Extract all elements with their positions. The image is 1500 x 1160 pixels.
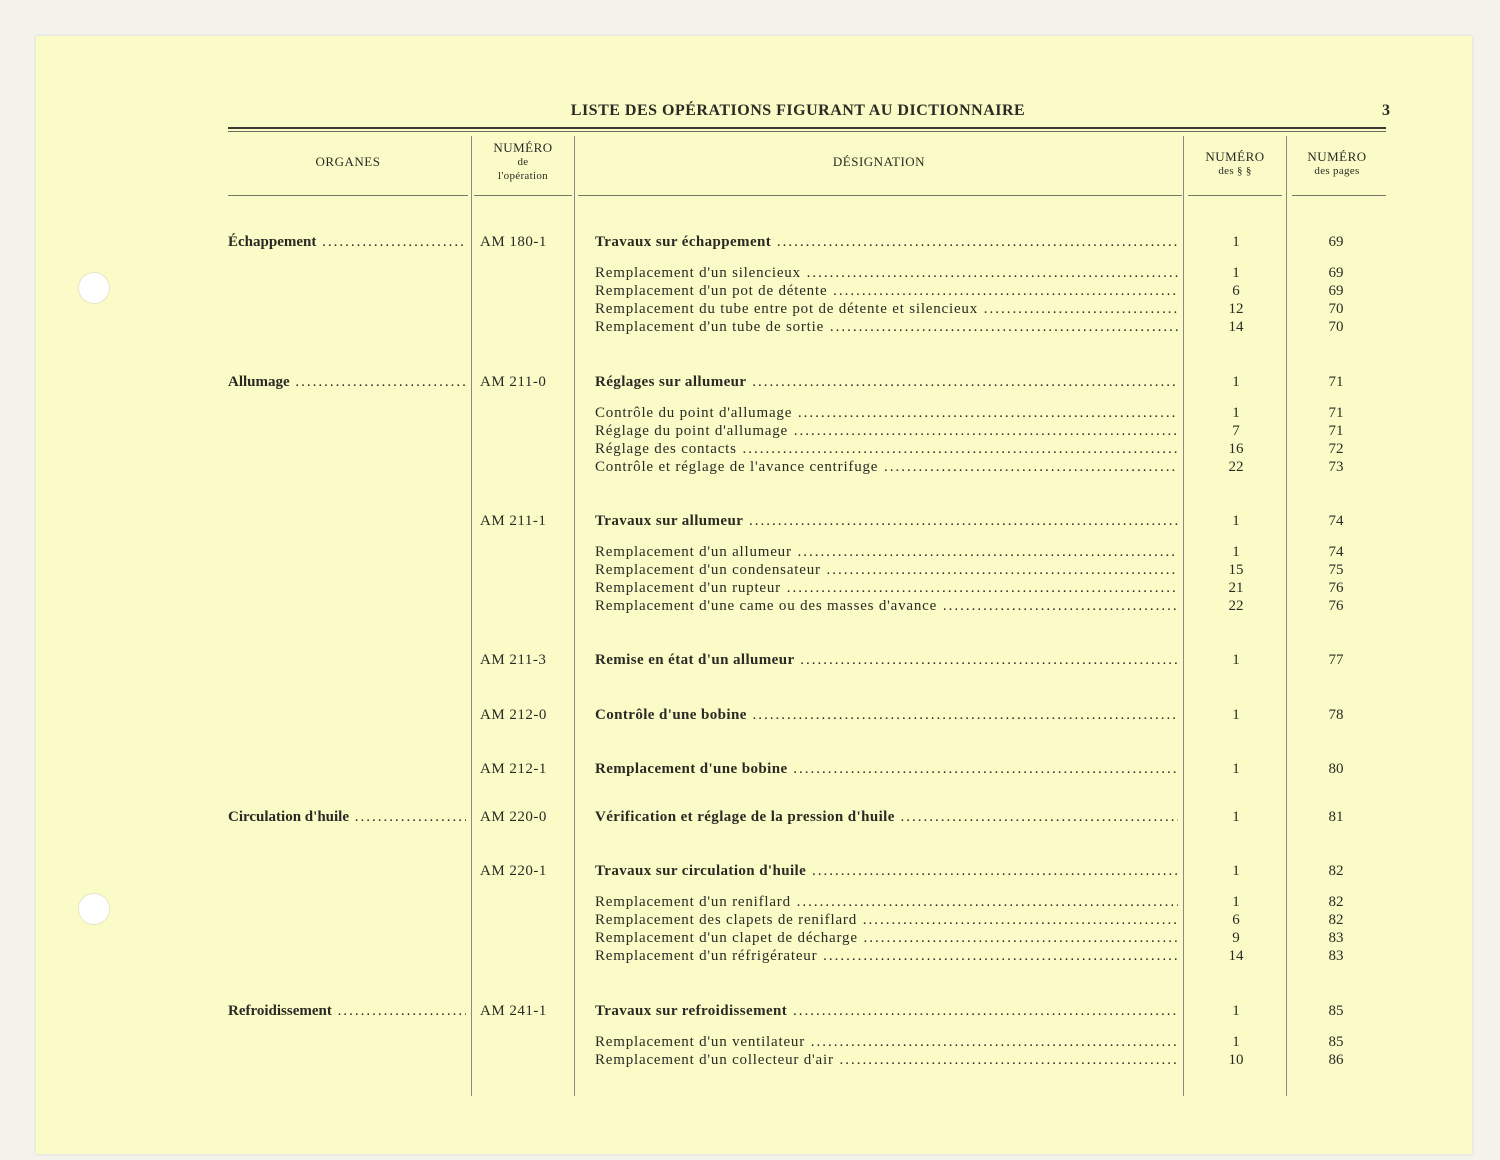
paragraph-number-cell: 1 [1232,1003,1240,1019]
paragraph-number-cell: 21 [1228,580,1244,596]
paragraph-number-cell: 1 [1232,863,1240,879]
designation-cell: Remplacement d'un collecteur d'air ..... [595,1051,1178,1069]
designation-cell: Travaux sur échappement ..... [595,233,1178,251]
paragraph-number-cell: 22 [1228,598,1244,614]
header-rule [228,127,1386,129]
designation-cell: Remise en état d'un allumeur ..... [595,651,1178,669]
paragraph-number-cell: 15 [1228,562,1244,578]
page-number-cell: 74 [1328,513,1344,529]
header-underline-numero [474,195,572,196]
page-number-cell: 75 [1328,562,1344,578]
designation-cell: Remplacement d'une bobine ..... [595,760,1178,778]
table-row [0,911,1500,929]
paragraph-number-cell: 16 [1228,441,1244,457]
table-row [0,561,1500,579]
column-header-numero-operation: NUMÉRO de l'opération [493,140,553,182]
page-number-cell: 70 [1328,301,1344,317]
table-row [0,1033,1500,1051]
page-number-cell: 80 [1328,761,1344,777]
page-number-cell: 74 [1328,544,1344,560]
designation-cell: Remplacement d'un réfrigérateur ..... [595,947,1178,965]
designation-cell: Réglages sur allumeur ..... [595,373,1178,391]
page-number-cell: 71 [1328,405,1344,421]
table-row [0,264,1500,282]
column-header-designation: DÉSIGNATION [832,154,926,169]
page-number-cell: 86 [1328,1052,1344,1068]
designation-cell: Remplacement d'un ventilateur ..... [595,1033,1178,1051]
paragraph-number-cell: 10 [1228,1052,1244,1068]
paragraph-number-cell: 22 [1228,459,1244,475]
table-row [0,1002,1500,1020]
page-title: LISTE DES OPÉRATIONS FIGURANT AU DICTIONNAIRE [570,102,1026,119]
table-row [0,233,1500,251]
table-row [0,300,1500,318]
designation-cell: Contrôle et réglage de l'avance centrifuge ..... [595,458,1178,476]
designation-cell: Remplacement d'une came ou des masses d'avance ..... [595,597,1178,615]
table-row [0,422,1500,440]
designation-cell: Vérification et réglage de la pression d'huile ..... [595,808,1178,826]
organe-cell: Échappement ..... [228,233,466,251]
page-number-cell: 82 [1328,863,1344,879]
designation-cell: Remplacement d'un condensateur ..... [595,561,1178,579]
paragraph-number-cell: 1 [1232,652,1240,668]
operation-number-cell: AM 212-1 [480,761,547,777]
table-row [0,440,1500,458]
organe-cell: Refroidissement ..... [228,1002,466,1020]
designation-cell: Remplacement d'un pot de détente ..... [595,282,1178,300]
page-number-cell: 71 [1328,423,1344,439]
page-number-cell: 77 [1328,652,1344,668]
page-number-cell: 71 [1328,374,1344,390]
page-number-cell: 69 [1328,283,1344,299]
page-number-cell: 72 [1328,441,1344,457]
paragraph-number-cell: 1 [1232,265,1240,281]
designation-cell: Remplacement d'un allumeur ..... [595,543,1178,561]
organe-cell: Allumage ..... [228,373,466,391]
page-number-cell: 76 [1328,598,1344,614]
operation-number-cell: AM 241-1 [480,1003,547,1019]
paragraph-number-cell: 1 [1232,234,1240,250]
paragraph-number-cell: 6 [1232,912,1240,928]
designation-cell: Travaux sur allumeur ..... [595,512,1178,530]
table-row [0,404,1500,422]
designation-cell: Remplacement d'un silencieux ..... [595,264,1178,282]
table-row [0,579,1500,597]
designation-cell: Contrôle d'une bobine ..... [595,706,1178,724]
table-row [0,318,1500,336]
paragraph-number-cell: 1 [1232,405,1240,421]
paragraph-number-cell: 1 [1232,513,1240,529]
header-underline-organes [228,195,468,196]
table-row [0,893,1500,911]
page-number-cell: 85 [1328,1034,1344,1050]
designation-cell: Travaux sur circulation d'huile ..... [595,862,1178,880]
designation-cell: Réglage du point d'allumage ..... [595,422,1178,440]
paragraph-number-cell: 1 [1232,544,1240,560]
paragraph-number-cell: 1 [1232,894,1240,910]
table-row [0,543,1500,561]
designation-cell: Remplacement d'un clapet de décharge ..... [595,929,1178,947]
column-header-numero-pages: NUMÉRO des pages [1307,149,1367,177]
operation-number-cell: AM 212-0 [480,707,547,723]
designation-cell: Remplacement d'un reniflard ..... [595,893,1178,911]
table-row [0,597,1500,615]
table-row [0,947,1500,965]
table-row [0,862,1500,880]
table-row [0,808,1500,826]
designation-cell: Remplacement des clapets de reniflard ..... [595,911,1178,929]
designation-cell: Remplacement d'un tube de sortie ..... [595,318,1178,336]
organe-cell: Circulation d'huile ..... [228,808,466,826]
designation-cell: Remplacement d'un rupteur ..... [595,579,1178,597]
table-row [0,373,1500,391]
page-number-cell: 83 [1328,930,1344,946]
column-header-organes: ORGANES [315,154,381,169]
page-number-cell: 82 [1328,912,1344,928]
table-row [0,706,1500,724]
page-number-cell: 81 [1328,809,1344,825]
page-number-cell: 85 [1328,1003,1344,1019]
designation-cell: Réglage des contacts ..... [595,440,1178,458]
operation-number-cell: AM 180-1 [480,234,547,250]
page-number-cell: 76 [1328,580,1344,596]
page-number-cell: 73 [1328,459,1344,475]
page-number-cell: 70 [1328,319,1344,335]
operation-number-cell: AM 211-0 [480,374,547,390]
paragraph-number-cell: 1 [1232,809,1240,825]
page-number-cell: 69 [1328,234,1344,250]
paragraph-number-cell: 6 [1232,283,1240,299]
table-row [0,458,1500,476]
operation-number-cell: AM 220-0 [480,809,547,825]
paragraph-number-cell: 9 [1232,930,1240,946]
designation-cell: Travaux sur refroidissement ..... [595,1002,1178,1020]
designation-cell: Remplacement du tube entre pot de détente et silencieux ..... [595,300,1178,318]
operation-number-cell: AM 220-1 [480,863,547,879]
paragraph-number-cell: 1 [1232,374,1240,390]
header-rule-thin [228,131,1386,132]
header-underline-pages [1292,195,1386,196]
paragraph-number-cell: 7 [1232,423,1240,439]
paragraph-number-cell: 14 [1228,948,1244,964]
page-number: 3 [1382,102,1390,119]
paragraph-number-cell: 1 [1232,1034,1240,1050]
table-row [0,651,1500,669]
page-number-cell: 82 [1328,894,1344,910]
header-underline-paragraphes [1188,195,1282,196]
table-row [0,1051,1500,1069]
table-row [0,282,1500,300]
header-underline-designation [578,195,1182,196]
paragraph-number-cell: 12 [1228,301,1244,317]
column-header-numero-paragraphes: NUMÉRO des § § [1205,149,1265,177]
page-number-cell: 78 [1328,707,1344,723]
page-number-cell: 83 [1328,948,1344,964]
page-number-cell: 69 [1328,265,1344,281]
operation-number-cell: AM 211-1 [480,513,547,529]
table-row [0,760,1500,778]
paragraph-number-cell: 1 [1232,761,1240,777]
paragraph-number-cell: 1 [1232,707,1240,723]
operation-number-cell: AM 211-3 [480,652,547,668]
designation-cell: Contrôle du point d'allumage ..... [595,404,1178,422]
paragraph-number-cell: 14 [1228,319,1244,335]
table-row [0,512,1500,530]
table-row [0,929,1500,947]
